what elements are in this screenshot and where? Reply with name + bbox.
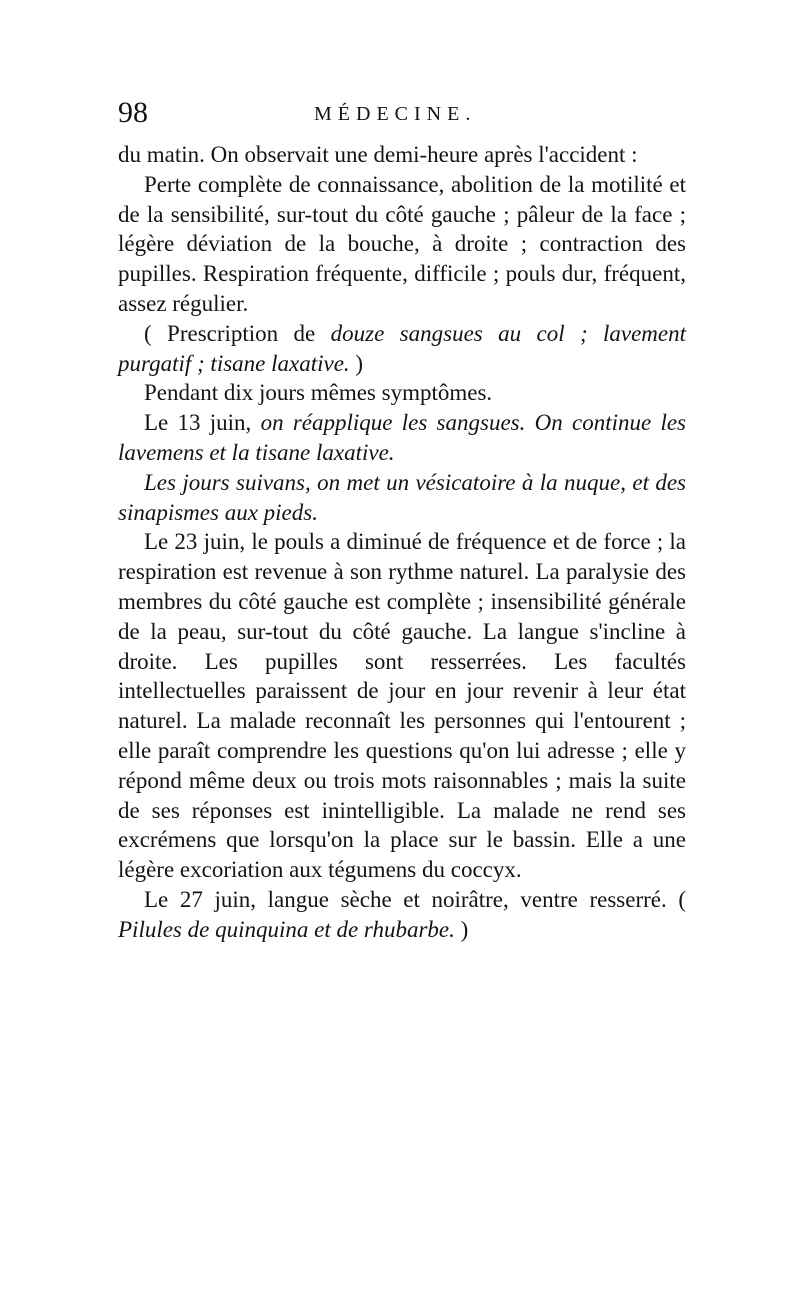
paragraph <box>118 170 686 319</box>
italic-segment: Les jours suivans, on met un vésicatoire à la nuque, et des sinapismes aux pieds. <box>118 469 686 525</box>
text-segment: ) <box>349 350 364 376</box>
running-head: MÉDECINE. <box>314 103 477 125</box>
paragraph <box>118 527 686 885</box>
book-page <box>118 96 686 945</box>
paragraph <box>118 140 686 170</box>
text-segment: Le 13 juin, <box>144 410 261 436</box>
italic-segment: on réapplique les sangsues. On continue les lavemens et la tisane laxative. <box>118 410 686 465</box>
paragraph <box>118 319 686 379</box>
paragraph <box>118 468 686 528</box>
page-number: 98 <box>118 96 148 129</box>
italic-segment: Pilules de quinquina et de rhubarbe. <box>118 916 455 942</box>
paragraph <box>118 408 686 468</box>
text-segment: Perte complète de connaissance, abolition de la motilité et de la sensibilité, sur-tout du côté gauche ; pâleur de la face ; légère déviation de la bouche, à droite ; contraction des pupilles. Respiration fréquente, difficile ; pouls dur, fréquent, assez régulier. <box>118 171 686 316</box>
italic-segment: douze sangsues au col ; lavement purgatif ; tisane laxative. <box>118 320 686 376</box>
text-segment: ) <box>454 916 469 942</box>
text-segment: ( Prescription de <box>144 320 331 346</box>
paragraph <box>118 378 686 408</box>
text-segment: du matin. On observait une demi-heure après l'accident : <box>118 142 638 167</box>
page-header <box>118 96 686 140</box>
body-text <box>118 140 686 945</box>
text-segment: Pendant dix jours mêmes symptômes. <box>144 380 493 406</box>
text-segment: Le 27 juin, langue sèche et noirâtre, ventre resserré. ( <box>144 886 686 912</box>
text-segment: Le 23 juin, le pouls a diminué de fréquence et de force ; la respiration est revenue à son rythme naturel. La paralysie des membres du côté gauche est complète ; insensibilité générale de la peau, sur-tout du côté gauche. La langue s'incline à droite. Les pupilles sont resserrées. Les facultés intellectuelles paraissent de jour en jour revenir à leur état naturel. La malade reconnaît les personnes qui l'entourent ; elle paraît comprendre les questions qu'on lui adresse ; elle y répond même deux ou trois mots raisonnables ; mais la suite de ses réponses est inintelligible. La malade ne rend ses excrémens que lorsqu'on la place sur le bassin. Elle a une légère excoriation aux tégumens du coccyx. <box>118 529 686 883</box>
paragraph <box>118 885 686 945</box>
